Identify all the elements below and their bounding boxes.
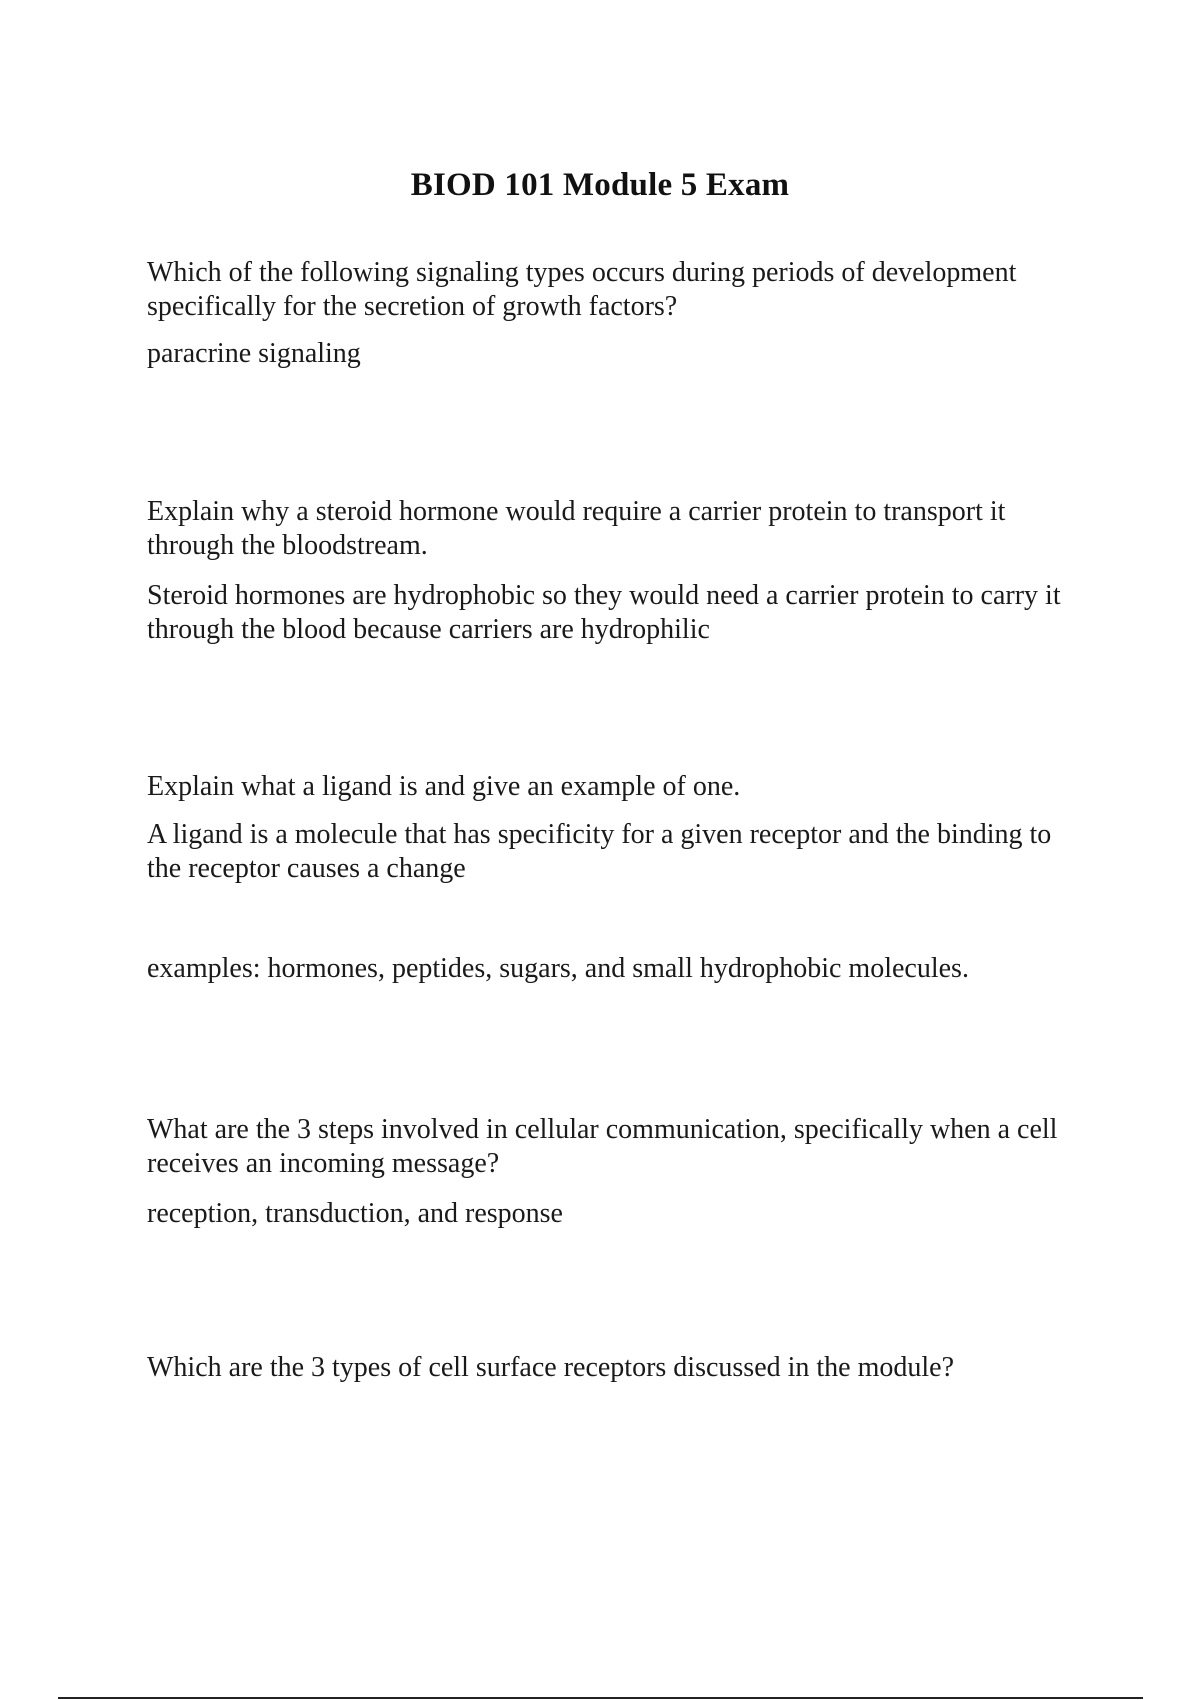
question-block-1 bbox=[147, 256, 1087, 371]
question-block-4 bbox=[147, 1113, 1087, 1231]
question-text: Explain why a steroid hormone would require a carrier protein to transport it through the bloodstream. bbox=[147, 496, 1006, 561]
answer-text: A ligand is a molecule that has specificity for a given receptor and the binding to the receptor causes a change bbox=[147, 819, 1052, 884]
answer-text: paracrine signaling bbox=[147, 338, 361, 369]
answer-text: Steroid hormones are hydrophobic so they would need a carrier protein to carry it through the blood because carriers are hydrophilic bbox=[147, 580, 1061, 645]
answer-text: reception, transduction, and response bbox=[147, 1198, 563, 1229]
answer-examples-text: examples: hormones, peptides, sugars, and small hydrophobic molecules. bbox=[147, 953, 969, 984]
question-block-5 bbox=[147, 1351, 1087, 1385]
question-text: Which of the following signaling types occurs during periods of development specifically for the secretion of growth factors? bbox=[147, 257, 1017, 322]
question-text: Which are the 3 types of cell surface receptors discussed in the module? bbox=[147, 1352, 955, 1383]
question-block-3 bbox=[147, 770, 1087, 986]
page-bottom-divider bbox=[58, 1697, 1143, 1699]
question-block-2 bbox=[147, 495, 1087, 647]
question-text: What are the 3 steps involved in cellular communication, specifically when a cell receives an incoming message? bbox=[147, 1114, 1058, 1179]
page-title: BIOD 101 Module 5 Exam bbox=[410, 167, 790, 204]
question-text: Explain what a ligand is and give an example of one. bbox=[147, 771, 741, 802]
